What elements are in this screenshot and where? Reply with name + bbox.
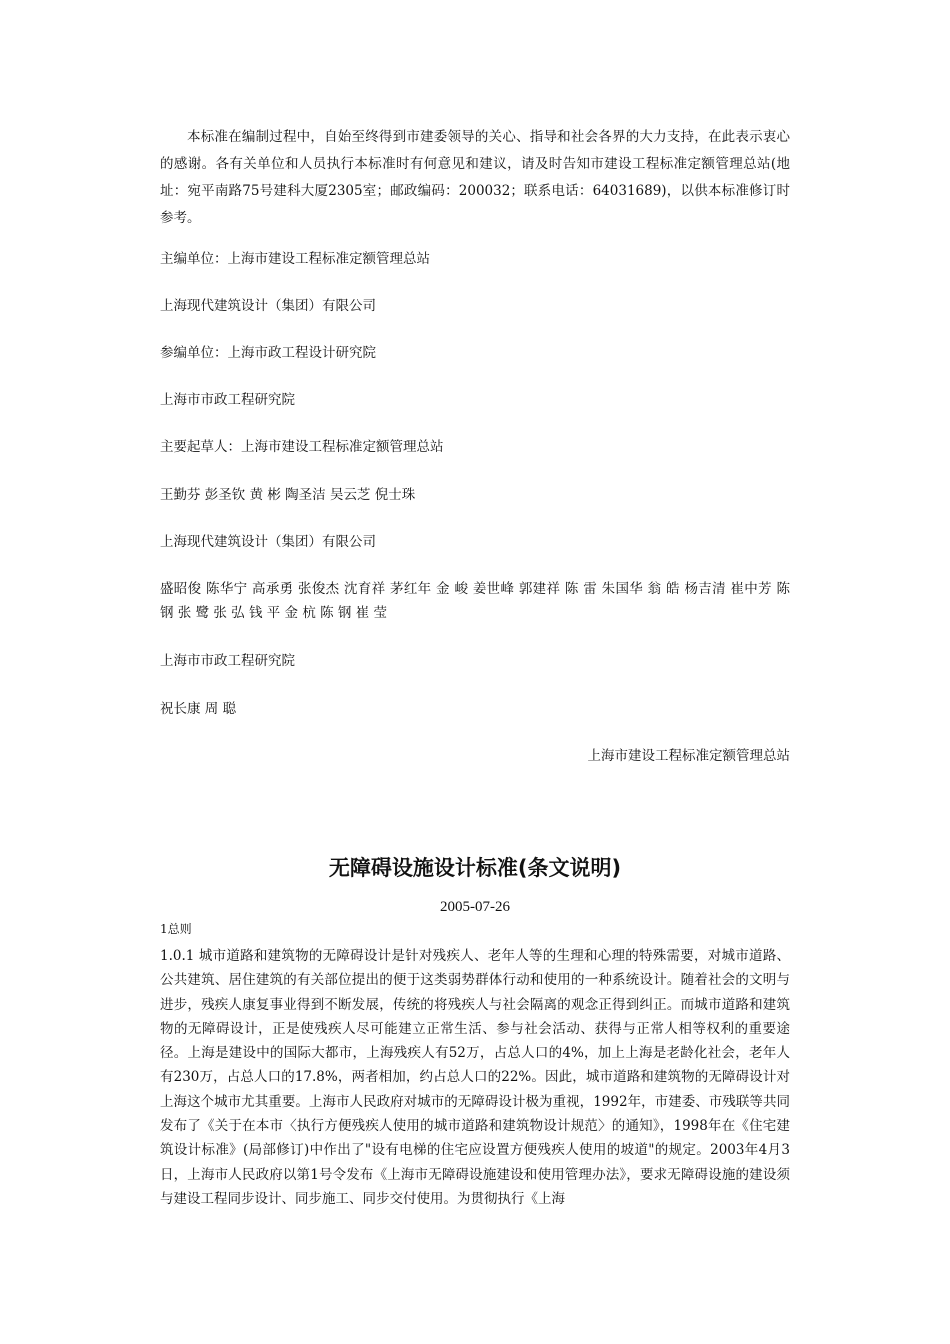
body-paragraph: 1.0.1 城市道路和建筑物的无障碍设计是针对残疾人、老年人等的生理和心理的特殊需要，对城市道路、公共建筑、居住建筑的有关部位提出的便于这类弱势群体行动和使用的一种系统设计。随着社会的文明与进步，残疾人康复事业得到不断发展，传统的将残疾人与社会隔离的观念正得到纠正。而城市道路和建筑物的无障碍设计，正是使残疾人尽可能建立正常生活、参与社会活动、获得与正常人相等权利的重要途径。上海是建设中的国际大都市，上海残疾人有52万，占总人口的4%，加上上海是老龄化社会，老年人有230万，占总人口的17.8%，两者相加，约占总人口的22%。因此，城市道路和建筑物的无障碍设计对上海这个城市尤其重要。上海市人民政府对城市的无障碍设计极为重视，1992年，市建委、市残联等共同发布了《关于在本市〈执行方便残疾人使用的城市道路和建筑物设计规范〉的通知》，1998年在《住宅建筑设计标准》(局部修订)中作出了"设有电梯的住宅应设置方便残疾人使用的坡道"的规定。2003年4月3日，上海市人民政府以第1号令发布《上海市无障碍设施建设和使用管理办法》，要求无障碍设施的建设须与建设工程同步设计、同步施工、同步交付使用。为贯彻执行《上海 [160, 948, 790, 1207]
group-3-unit: 上海市市政工程研究院 [160, 653, 295, 669]
group-2-unit: 上海现代建筑设计（集团）有限公司 [160, 534, 376, 550]
chief-editor-unit: 主编单位：上海市建设工程标准定额管理总站 [160, 251, 430, 267]
document-date: 2005-07-26 [440, 899, 510, 915]
section-heading: 1总则 [160, 922, 192, 936]
participating-unit-2: 上海市市政工程研究院 [160, 392, 295, 408]
participating-unit: 参编单位：上海市政工程设计研究院 [160, 345, 376, 361]
document-title: 无障碍设施设计标准(条文说明) [328, 856, 622, 880]
drafters-group-3: 祝长康 周 聪 [160, 701, 237, 717]
main-drafters-label: 主要起草人：上海市建设工程标准定额管理总站 [160, 439, 444, 455]
drafters-group-2: 盛昭俊 陈华宁 高承勇 张俊杰 沈育祥 茅红年 金 峻 姜世峰 郭建祥 陈 雷 朱国华 翁 皓 杨吉清 崔中芳 陈 钢 张 鹭 张 弘 钱 平 金 杭 陈 钢 崔 莹 [160, 581, 790, 621]
intro-paragraph: 本标准在编制过程中，自始至终得到市建委领导的关心、指导和社会各界的大力支持，在此表示衷心的感谢。各有关单位和人员执行本标准时有何意见和建议，请及时告知市建设工程标准定额管理总站(地址：宛平南路75号建科大厦2305室；邮政编码：200032；联系电话：64031689)，以供本标准修订时参考。 [160, 129, 790, 226]
chief-editor-unit-2: 上海现代建筑设计（集团）有限公司 [160, 298, 376, 314]
drafters-group-1: 王勤芬 彭圣钦 黄 彬 陶圣洁 吴云芝 倪士珠 [160, 487, 416, 503]
signature: 上海市建设工程标准定额管理总站 [587, 748, 790, 764]
